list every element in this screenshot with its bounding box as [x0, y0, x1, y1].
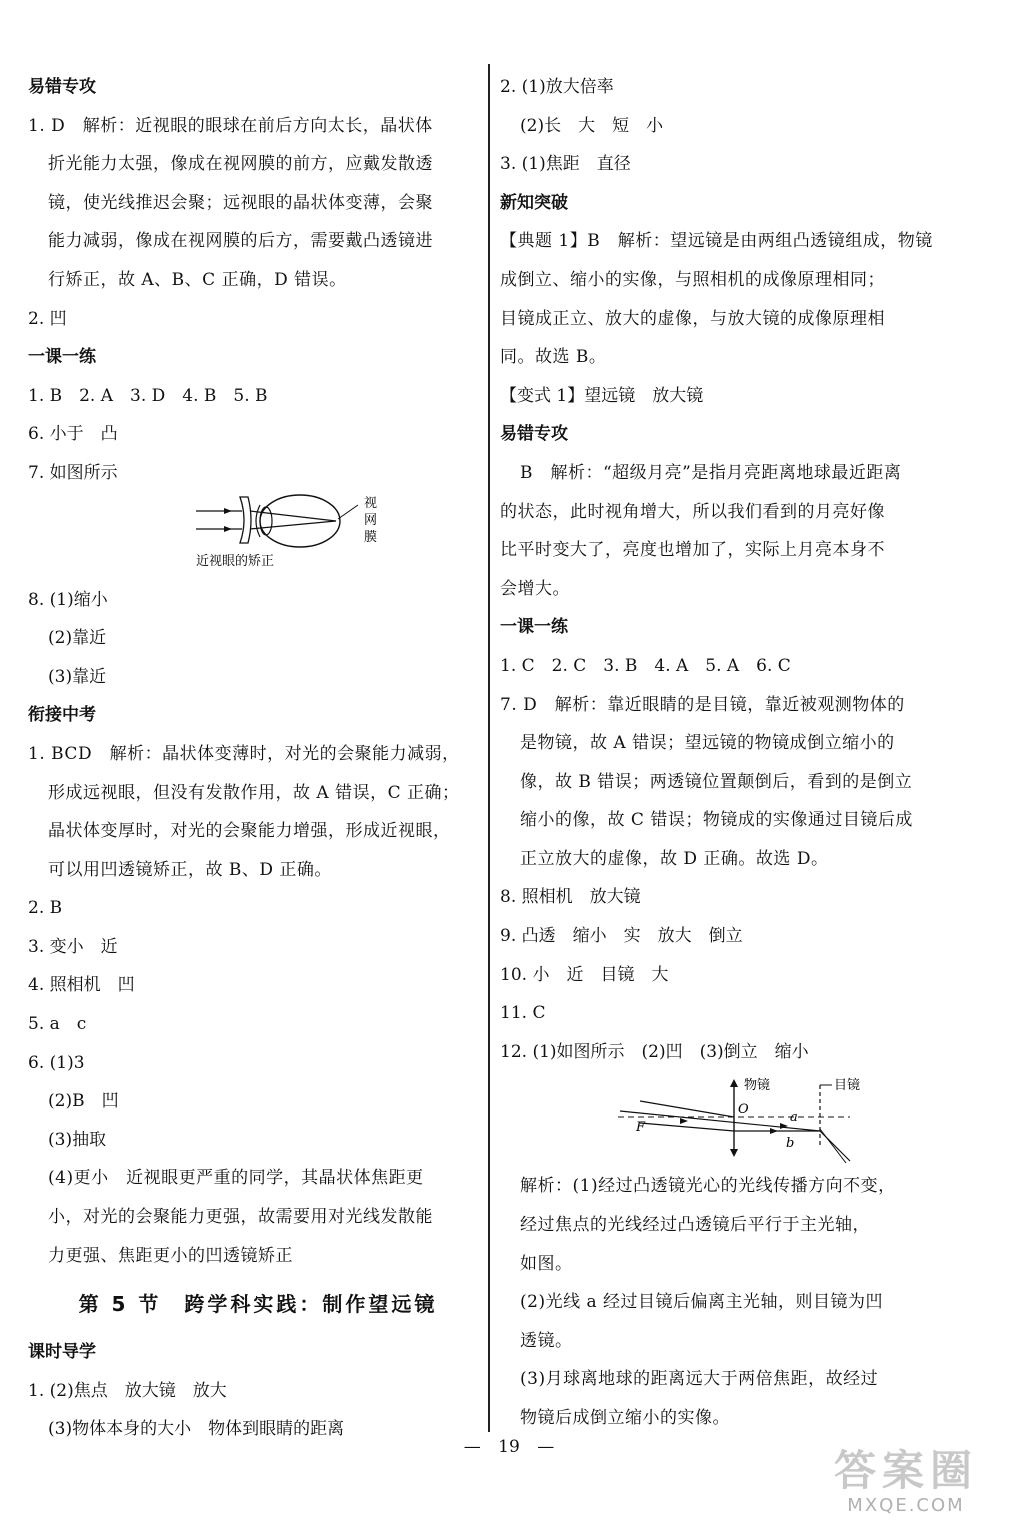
watermark [834, 1447, 978, 1516]
text-line: 物镜后成倒立缩小的实像。 [520, 1408, 730, 1428]
analysis [500, 1167, 970, 1437]
ray-in-bottom [250, 521, 336, 529]
answers-1-6: 1. C 2. C 3. B 4. A 5. A 6. C [500, 655, 791, 676]
answer-8: 8. (1)缩小 [28, 589, 108, 610]
answer-6: 6. 小于 凸 [28, 424, 118, 445]
crystalline-lens [260, 507, 272, 535]
answer-10: 10. 小 近 目镜 大 [500, 964, 669, 985]
text-line: 晶状体变厚时，对光的会聚能力增强，形成近视眼， [48, 821, 451, 842]
concave-lens [240, 497, 251, 543]
answer-3: 3. (1)焦距 直径 [500, 154, 631, 175]
ray-exit-2 [820, 1129, 846, 1163]
footer-dash-right: — [537, 1437, 555, 1457]
retina-pointer [338, 505, 358, 519]
text-line: 缩小的像，故 C 错误；物镜成的实像通过目镜后成 [520, 810, 913, 831]
text-line: 形成远视眼，但没有发散作用，故 A 错误，C 正确； [48, 782, 460, 803]
text-line: 像，故 B 错误；两透镜位置颠倒后，看到的是倒立 [520, 771, 913, 792]
heading-exam-link: 衔接中考 [28, 705, 96, 726]
answer-1 [28, 107, 488, 300]
heading-lesson-guide: 课时导学 [28, 1342, 96, 1363]
text-line: 能力减弱，像成在视网膜的后方，需要戴凸透镜进 [48, 231, 433, 252]
ray-lower [640, 1123, 734, 1131]
guide-answer-1-3: (3)物体本身的大小 物体到眼睛的距离 [48, 1419, 345, 1440]
heading-practice: 一课一练 [28, 347, 96, 368]
retina-label-1: 视 [364, 495, 378, 511]
text-line: 正立放大的虚像，故 D 正确。故选 D。 [520, 848, 829, 869]
text-line: 比平时变大了，亮度也增加了，实际上月亮本身不 [500, 540, 885, 561]
text-line: 如图。 [520, 1253, 573, 1274]
retina-label-3: 膜 [364, 529, 378, 545]
text-line: 解析：(1)经过凸透镜光心的光线传播方向不变， [520, 1176, 896, 1197]
exam-answer-6-4 [28, 1159, 488, 1275]
variant-1: 【变式 1】望远镜 放大镜 [500, 385, 704, 406]
text-line: 小，对光的会聚能力更强，故需要用对光线发散能 [48, 1207, 433, 1228]
eye-correction-figure [28, 493, 488, 581]
heading-error-prone: 易错专攻 [500, 424, 568, 445]
figure-caption: 近视眼的矫正 [196, 553, 275, 569]
watermark-url: MXQE.COM [847, 1495, 965, 1516]
text-line: 经过焦点的光线经过凸透镜后平行于主光轴， [520, 1215, 870, 1236]
answer-7: 7. 如图所示 [28, 462, 118, 483]
answer-2-2: (2)长 大 短 小 [520, 115, 664, 136]
text-line: 同。故选 B。 [500, 347, 607, 368]
answer-7 [500, 686, 970, 879]
answer-8: 8. 照相机 放大镜 [500, 887, 641, 908]
label-O: O [738, 1102, 749, 1118]
exam-answer-4: 4. 照相机 凹 [28, 975, 135, 996]
text-line: 7. D 解析：靠近眼睛的是目镜，靠近被观测物体的 [500, 694, 905, 715]
answer-8-2: (2)靠近 [48, 628, 107, 649]
answer-11: 11. C [500, 1003, 546, 1024]
right-column [500, 68, 970, 1438]
text-line: (4)更小 近视眼更严重的同学，其晶状体焦距更 [48, 1168, 424, 1189]
text-line: 目镜成正立、放大的虚像，与放大镜的成像原理相 [500, 308, 885, 329]
text-line: 是物镜，故 A 错误；望远镜的物镜成倒立缩小的 [520, 733, 895, 754]
text-line: 成倒立、缩小的实像，与照相机的成像原理相同； [500, 269, 885, 290]
text-line: 的状态，此时视角增大，所以我们看到的月亮好像 [500, 501, 885, 522]
answers-1-5: 1. B 2. A 3. D 4. B 5. B [28, 385, 268, 406]
answer-12: 12. (1)如图所示 (2)凹 (3)倒立 缩小 [500, 1041, 809, 1062]
heading-practice: 一课一练 [500, 617, 568, 638]
text-line: 行矫正，故 A、B、C 正确，D 错误。 [48, 269, 347, 290]
arrow-head-top [224, 508, 232, 514]
exam-answer-6-3: (3)抽取 [48, 1129, 107, 1150]
label-b: b [786, 1136, 795, 1152]
ray-in-top [250, 511, 336, 521]
label-a: a [790, 1110, 798, 1126]
text-line: 【典题 1】B 解析：望远镜是由两组凸透镜组成，物镜 [500, 231, 933, 252]
heading-new-knowledge: 新知突破 [500, 192, 568, 213]
exam-answer-6: 6. (1)3 [28, 1052, 85, 1073]
text-line: (3)月球离地球的距离远大于两倍焦距，故经过 [520, 1369, 879, 1390]
text-line: 会增大。 [500, 578, 570, 599]
retina-label-2: 网 [364, 512, 378, 528]
text-line: 折光能力太强，像成在视网膜的前方，应戴发散透 [48, 154, 433, 175]
exam-answer-1 [28, 735, 488, 889]
answer-2: 2. 凹 [28, 308, 67, 329]
eyepiece-label: 目镜 [834, 1078, 861, 1094]
answer-8-3: (3)靠近 [48, 666, 107, 687]
text-line: 力更强、焦距更小的凹透镜矫正 [48, 1245, 293, 1266]
text-line: 透镜。 [520, 1330, 573, 1351]
watermark-logo-text: 答案圈 [833, 1446, 978, 1495]
ray-arrow-lower [680, 1118, 688, 1124]
exam-answer-5: 5. a c [28, 1014, 87, 1035]
exam-answer-2: 2. B [28, 898, 63, 919]
section-title: 第 5 节 跨学科实践：制作望远镜 [78, 1292, 438, 1317]
example-1 [500, 222, 970, 376]
text-line: 1. BCD 解析：晶状体变薄时，对光的会聚能力减弱， [28, 743, 460, 764]
label-F: F [636, 1120, 646, 1136]
objective-arrow-top [730, 1079, 738, 1087]
left-column [28, 68, 488, 1449]
column-divider [488, 64, 490, 1432]
exam-answer-6-2: (2)B 凹 [48, 1091, 119, 1112]
telescope-figure [500, 1071, 970, 1167]
error-answer [500, 454, 970, 608]
answer-2: 2. (1)放大倍率 [500, 77, 614, 97]
exam-answer-3: 3. 变小 近 [28, 936, 118, 957]
objective-arrow-bottom [730, 1149, 738, 1157]
guide-answer-1: 1. (2)焦点 放大镜 放大 [28, 1380, 227, 1401]
footer-dash-left: — [463, 1437, 481, 1457]
text-line: B 解析：“超级月亮”是指月亮距离地球最近距离 [520, 462, 902, 483]
text-line: 1. D 解析：近视眼的眼球在前后方向太长，晶状体 [28, 115, 433, 136]
text-line: 可以用凹透镜矫正，故 B、D 正确。 [48, 859, 332, 880]
text-line: (2)光线 a 经过目镜后偏离主光轴，则目镜为凹 [520, 1292, 884, 1313]
objective-label: 物镜 [744, 1078, 771, 1094]
answer-9: 9. 凸透 缩小 实 放大 倒立 [500, 926, 743, 947]
heading-error-prone: 易错专攻 [28, 77, 96, 97]
text-line: 镜，使光线推迟会聚；远视眼的晶状体变薄，会聚 [48, 192, 433, 213]
page-number: 19 [498, 1437, 520, 1457]
ray-arrow-b [770, 1128, 778, 1134]
arrow-head-bottom [224, 526, 232, 532]
